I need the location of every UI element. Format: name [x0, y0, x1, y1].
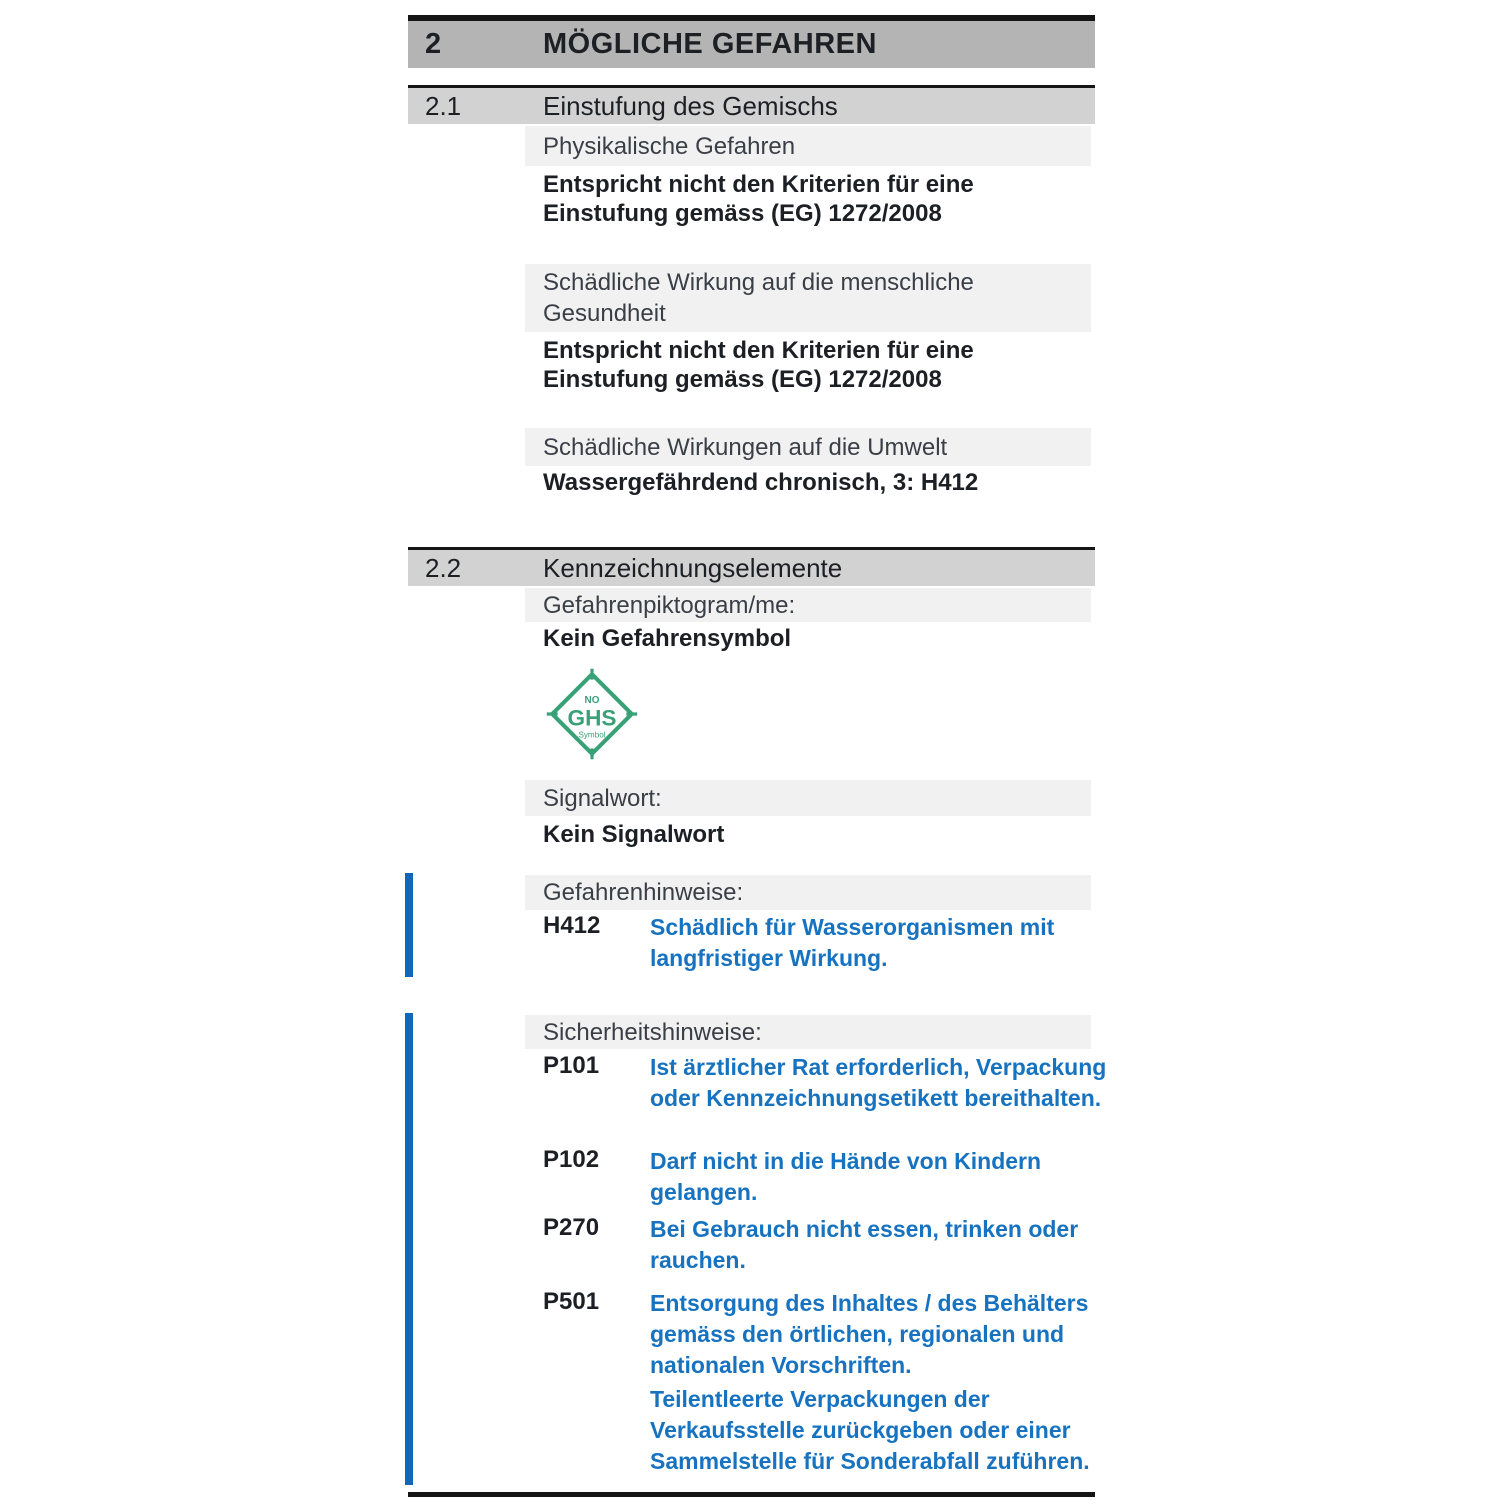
- precautionary-statement-p501-continued: Teilentleerte Verpackungen der Verkaufsstelle zurückgeben oder einer Sammelstelle für Sonderabfall zuführen.: [650, 1386, 1090, 1474]
- health-hazards-label: [525, 264, 1091, 332]
- precautionary-statements-label: [525, 1015, 1091, 1049]
- ghs-icon-main-text: GHS: [567, 705, 617, 731]
- signalword-value: Kein Signalwort: [543, 821, 725, 848]
- sds-section-2: [408, 0, 1107, 1500]
- label-text: Schädliche Wirkungen auf die Umwelt: [543, 433, 948, 461]
- p-text: Ist ärztlicher Rat erforderlich, Verpackung oder Kennzeichnungsetikett bereithalten.: [650, 1054, 1107, 1111]
- label-text: Physikalische Gefahren: [543, 132, 796, 160]
- pictogram-value: Kein Gefahrensymbol: [543, 625, 792, 652]
- environment-hazards-label: [525, 428, 1091, 466]
- section-title: MÖGLICHE GEFAHREN: [543, 28, 877, 60]
- p-text: Entsorgung des Inhaltes / des Behälters gemäss den örtlichen, regionalen und nationalen Vorschriften.: [650, 1290, 1089, 1378]
- p-text: Darf nicht in die Hände von Kindern gelangen.: [650, 1148, 1042, 1205]
- label-text: Gefahrenpiktogram/me:: [543, 591, 796, 619]
- p-code: P270: [543, 1214, 600, 1241]
- p-code: P101: [543, 1052, 600, 1079]
- section-2-header: [408, 21, 1095, 68]
- physical-hazards-label: [525, 126, 1091, 166]
- physical-hazards-value: Entspricht nicht den Kriterien für eine Einstufung gemäss (EG) 1272/2008: [543, 171, 974, 227]
- label-text: Sicherheitshinweise:: [543, 1018, 762, 1046]
- label-text: Signalwort:: [543, 784, 662, 812]
- subsection-number: 2.2: [425, 552, 462, 583]
- hazard-statements-label: [525, 875, 1091, 910]
- health-hazards-value: Entspricht nicht den Kriterien für eine Einstufung gemäss (EG) 1272/2008: [543, 337, 974, 393]
- section-2-1-header: [408, 88, 1095, 124]
- section-bottom-rule: [408, 1492, 1095, 1497]
- precautionary-statements-left-bar: [405, 1013, 413, 1485]
- subsection-title: Kennzeichnungselemente: [543, 552, 843, 583]
- hazard-text: Schädlich für Wasserorganismen mit langfristiger Wirkung.: [650, 914, 1055, 971]
- environment-hazards-value: Wassergefährdend chronisch, 3: H412: [543, 469, 979, 496]
- ghs-icon-bottom-text: Symbol: [578, 730, 606, 740]
- section-number: 2: [425, 28, 442, 60]
- signalword-label: [525, 780, 1091, 816]
- pictogram-label: [525, 588, 1091, 622]
- subsection-title: Einstufung des Gemischs: [543, 90, 838, 121]
- label-text: Schädliche Wirkung auf die menschliche Gesundheit: [543, 269, 974, 327]
- section-2-2-header: [408, 550, 1095, 586]
- subsection-number: 2.1: [425, 90, 462, 121]
- ghs-icon-top-text: NO: [584, 695, 600, 707]
- p-code: P102: [543, 1146, 600, 1173]
- p-code: P501: [543, 1288, 600, 1315]
- hazard-statements-left-bar: [405, 873, 413, 977]
- p-text: Bei Gebrauch nicht essen, trinken oder rauchen.: [650, 1216, 1079, 1273]
- hazard-code: H412: [543, 912, 601, 939]
- no-ghs-symbol-icon: [545, 663, 639, 765]
- label-text: Gefahrenhinweise:: [543, 879, 744, 906]
